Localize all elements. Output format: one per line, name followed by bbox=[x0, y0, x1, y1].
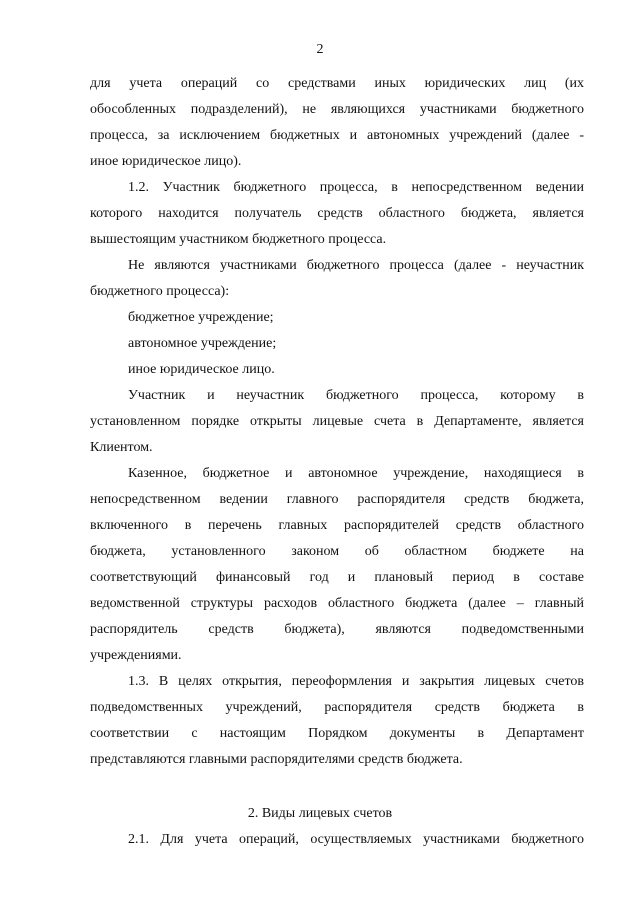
text-line: которого находится получатель средств областного бюджета, является bbox=[90, 206, 584, 221]
text-line: распорядитель средств бюджета), являются подведомственными bbox=[90, 622, 584, 637]
text-line: для учета операций со средствами иных юридических лиц (их bbox=[90, 76, 584, 91]
text-line: бюджета, установленного законом об областном бюджете на bbox=[90, 544, 584, 559]
list-item: иное юридическое лицо. bbox=[128, 362, 275, 377]
text-line: соответствии с настоящим Порядком документы в Департамент bbox=[90, 726, 584, 741]
text-line: иное юридическое лицо). bbox=[90, 154, 242, 169]
paragraph-first-line: 1.2. Участник бюджетного процесса, в непосредственном ведении bbox=[128, 180, 584, 195]
text-line: Клиентом. bbox=[90, 440, 153, 455]
text-line: подведомственных учреждений, распорядителя средств бюджета в bbox=[90, 700, 584, 715]
text-line: непосредственном ведении главного распорядителя средств бюджета, bbox=[90, 492, 584, 507]
paragraph-first-line: Участник и неучастник бюджетного процесса, которому в bbox=[128, 388, 584, 403]
text-line: соответствующий финансовый год и плановый период в составе bbox=[90, 570, 584, 585]
text-line: вышестоящим участником бюджетного процесса. bbox=[90, 232, 387, 247]
text-line: учреждениями. bbox=[90, 648, 182, 663]
text-line: представляются главными распорядителями средств бюджета. bbox=[90, 752, 463, 767]
list-item: бюджетное учреждение; bbox=[128, 310, 274, 325]
paragraph-first-line: Казенное, бюджетное и автономное учреждение, находящиеся в bbox=[128, 466, 584, 481]
text-line: бюджетного процесса): bbox=[90, 284, 230, 299]
text-line: включенного в перечень главных распорядителей средств областного bbox=[90, 518, 584, 533]
text-line: установленном порядке открыты лицевые счета в Департаменте, является bbox=[90, 414, 584, 429]
paragraph-first-line: 2.1. Для учета операций, осуществляемых участниками бюджетного bbox=[128, 832, 584, 847]
text-line: ведомственной структуры расходов областного бюджета (далее – главный bbox=[90, 596, 584, 611]
section-heading: 2. Виды лицевых счетов bbox=[247, 806, 393, 821]
list-item: автономное учреждение; bbox=[128, 336, 277, 351]
text-line: процесса, за исключением бюджетных и автономных учреждений (далее - bbox=[90, 128, 584, 143]
paragraph-first-line: 1.3. В целях открытия, переоформления и закрытия лицевых счетов bbox=[128, 674, 584, 689]
paragraph-first-line: Не являются участниками бюджетного процесса (далее - неучастник bbox=[128, 258, 584, 273]
text-line: обособленных подразделений), не являющихся участниками бюджетного bbox=[90, 102, 584, 117]
page-number: 2 bbox=[316, 42, 324, 57]
